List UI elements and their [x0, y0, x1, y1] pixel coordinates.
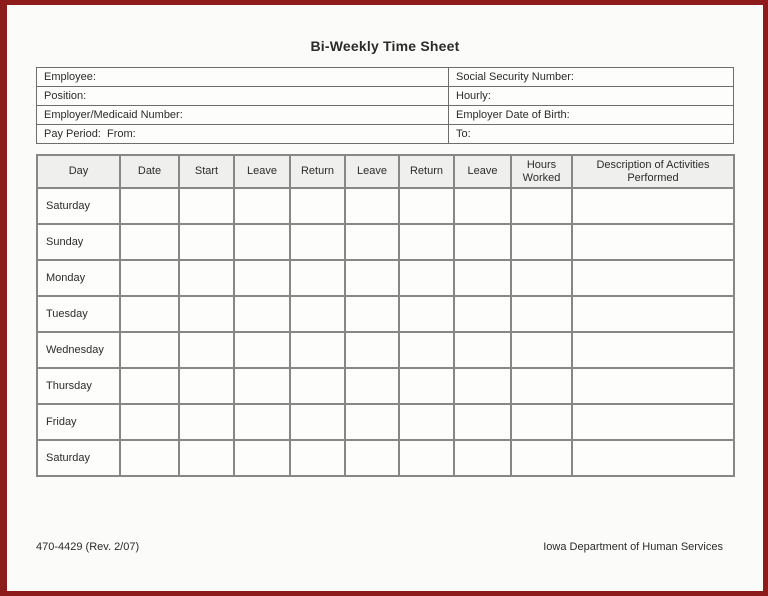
entry-cell — [120, 296, 179, 332]
col-header-leave-3: Leave — [454, 155, 511, 188]
entry-cell — [345, 404, 399, 440]
day-cell: Saturday — [37, 188, 120, 224]
entry-cell — [511, 260, 572, 296]
table-row-saturday-2 — [37, 440, 734, 476]
entry-cell — [179, 296, 234, 332]
entry-cell — [179, 224, 234, 260]
entry-cell — [179, 188, 234, 224]
info-row-employer — [37, 106, 734, 125]
col-header-return-1: Return — [290, 155, 345, 188]
entry-cell — [454, 404, 511, 440]
info-fields-table — [36, 67, 734, 144]
timesheet-table — [36, 154, 735, 477]
entry-cell — [120, 260, 179, 296]
entry-cell — [179, 260, 234, 296]
entry-cell — [345, 188, 399, 224]
entry-cell — [290, 260, 345, 296]
entry-cell — [454, 296, 511, 332]
page-title: Bi-Weekly Time Sheet — [310, 38, 460, 54]
pay-period-from-field: Pay Period: From: — [37, 125, 449, 144]
hourly-field: Hourly: — [449, 87, 734, 106]
entry-cell — [399, 404, 454, 440]
table-row-sunday — [37, 224, 734, 260]
entry-cell — [345, 368, 399, 404]
entry-cell — [120, 188, 179, 224]
day-cell: Friday — [37, 404, 120, 440]
agency-name: Iowa Department of Human Services — [543, 541, 723, 553]
entry-cell — [399, 224, 454, 260]
entry-cell — [399, 440, 454, 476]
ssn-field: Social Security Number: — [449, 68, 734, 87]
entry-cell — [572, 188, 734, 224]
entry-cell — [511, 404, 572, 440]
entry-cell — [120, 224, 179, 260]
entry-cell — [572, 440, 734, 476]
entry-cell — [511, 368, 572, 404]
entry-cell — [290, 332, 345, 368]
entry-cell — [234, 368, 290, 404]
entry-cell — [290, 440, 345, 476]
entry-cell — [234, 332, 290, 368]
entry-cell — [234, 224, 290, 260]
entry-cell — [572, 368, 734, 404]
pay-period-to-field: To: — [449, 125, 734, 144]
entry-cell — [120, 368, 179, 404]
info-row-pay-period — [37, 125, 734, 144]
entry-cell — [234, 260, 290, 296]
table-row-saturday-1 — [37, 188, 734, 224]
entry-cell — [290, 296, 345, 332]
entry-cell — [120, 404, 179, 440]
timesheet-header-row — [37, 155, 734, 188]
info-row-employee — [37, 68, 734, 87]
entry-cell — [345, 224, 399, 260]
day-cell: Wednesday — [37, 332, 120, 368]
entry-cell — [572, 224, 734, 260]
entry-cell — [572, 296, 734, 332]
day-cell: Saturday — [37, 440, 120, 476]
entry-cell — [511, 332, 572, 368]
day-cell: Thursday — [37, 368, 120, 404]
entry-cell — [572, 332, 734, 368]
table-row-monday — [37, 260, 734, 296]
table-row-thursday — [37, 368, 734, 404]
entry-cell — [572, 260, 734, 296]
employer-medicaid-number-field: Employer/Medicaid Number: — [37, 106, 449, 125]
col-header-description: Description of Activities Performed — [572, 155, 734, 188]
entry-cell — [234, 296, 290, 332]
entry-cell — [290, 368, 345, 404]
entry-cell — [572, 404, 734, 440]
entry-cell — [511, 440, 572, 476]
entry-cell — [290, 224, 345, 260]
entry-cell — [399, 260, 454, 296]
employer-dob-field: Employer Date of Birth: — [449, 106, 734, 125]
col-header-hours-worked: Hours Worked — [511, 155, 572, 188]
col-header-day: Day — [37, 155, 120, 188]
entry-cell — [179, 368, 234, 404]
entry-cell — [234, 188, 290, 224]
table-row-wednesday — [37, 332, 734, 368]
entry-cell — [454, 368, 511, 404]
entry-cell — [120, 332, 179, 368]
entry-cell — [234, 440, 290, 476]
entry-cell — [290, 188, 345, 224]
entry-cell — [511, 188, 572, 224]
col-header-start: Start — [179, 155, 234, 188]
info-row-position — [37, 87, 734, 106]
col-header-return-2: Return — [399, 155, 454, 188]
entry-cell — [179, 332, 234, 368]
entry-cell — [345, 332, 399, 368]
entry-cell — [399, 296, 454, 332]
table-row-friday — [37, 404, 734, 440]
entry-cell — [511, 296, 572, 332]
entry-cell — [454, 188, 511, 224]
entry-cell — [345, 296, 399, 332]
col-header-leave-1: Leave — [234, 155, 290, 188]
entry-cell — [454, 260, 511, 296]
entry-cell — [399, 332, 454, 368]
table-row-tuesday — [37, 296, 734, 332]
entry-cell — [454, 440, 511, 476]
entry-cell — [179, 404, 234, 440]
form-number: 470-4429 (Rev. 2/07) — [36, 541, 140, 553]
entry-cell — [234, 404, 290, 440]
col-header-leave-2: Leave — [345, 155, 399, 188]
entry-cell — [290, 404, 345, 440]
day-cell: Tuesday — [37, 296, 120, 332]
employee-field: Employee: — [37, 68, 449, 87]
entry-cell — [345, 260, 399, 296]
entry-cell — [399, 368, 454, 404]
day-cell: Monday — [37, 260, 120, 296]
page-footer — [36, 541, 733, 553]
entry-cell — [345, 440, 399, 476]
entry-cell — [511, 224, 572, 260]
entry-cell — [454, 224, 511, 260]
col-header-date: Date — [120, 155, 179, 188]
entry-cell — [179, 440, 234, 476]
day-cell: Sunday — [37, 224, 120, 260]
entry-cell — [454, 332, 511, 368]
position-field: Position: — [37, 87, 449, 106]
entry-cell — [120, 440, 179, 476]
entry-cell — [399, 188, 454, 224]
